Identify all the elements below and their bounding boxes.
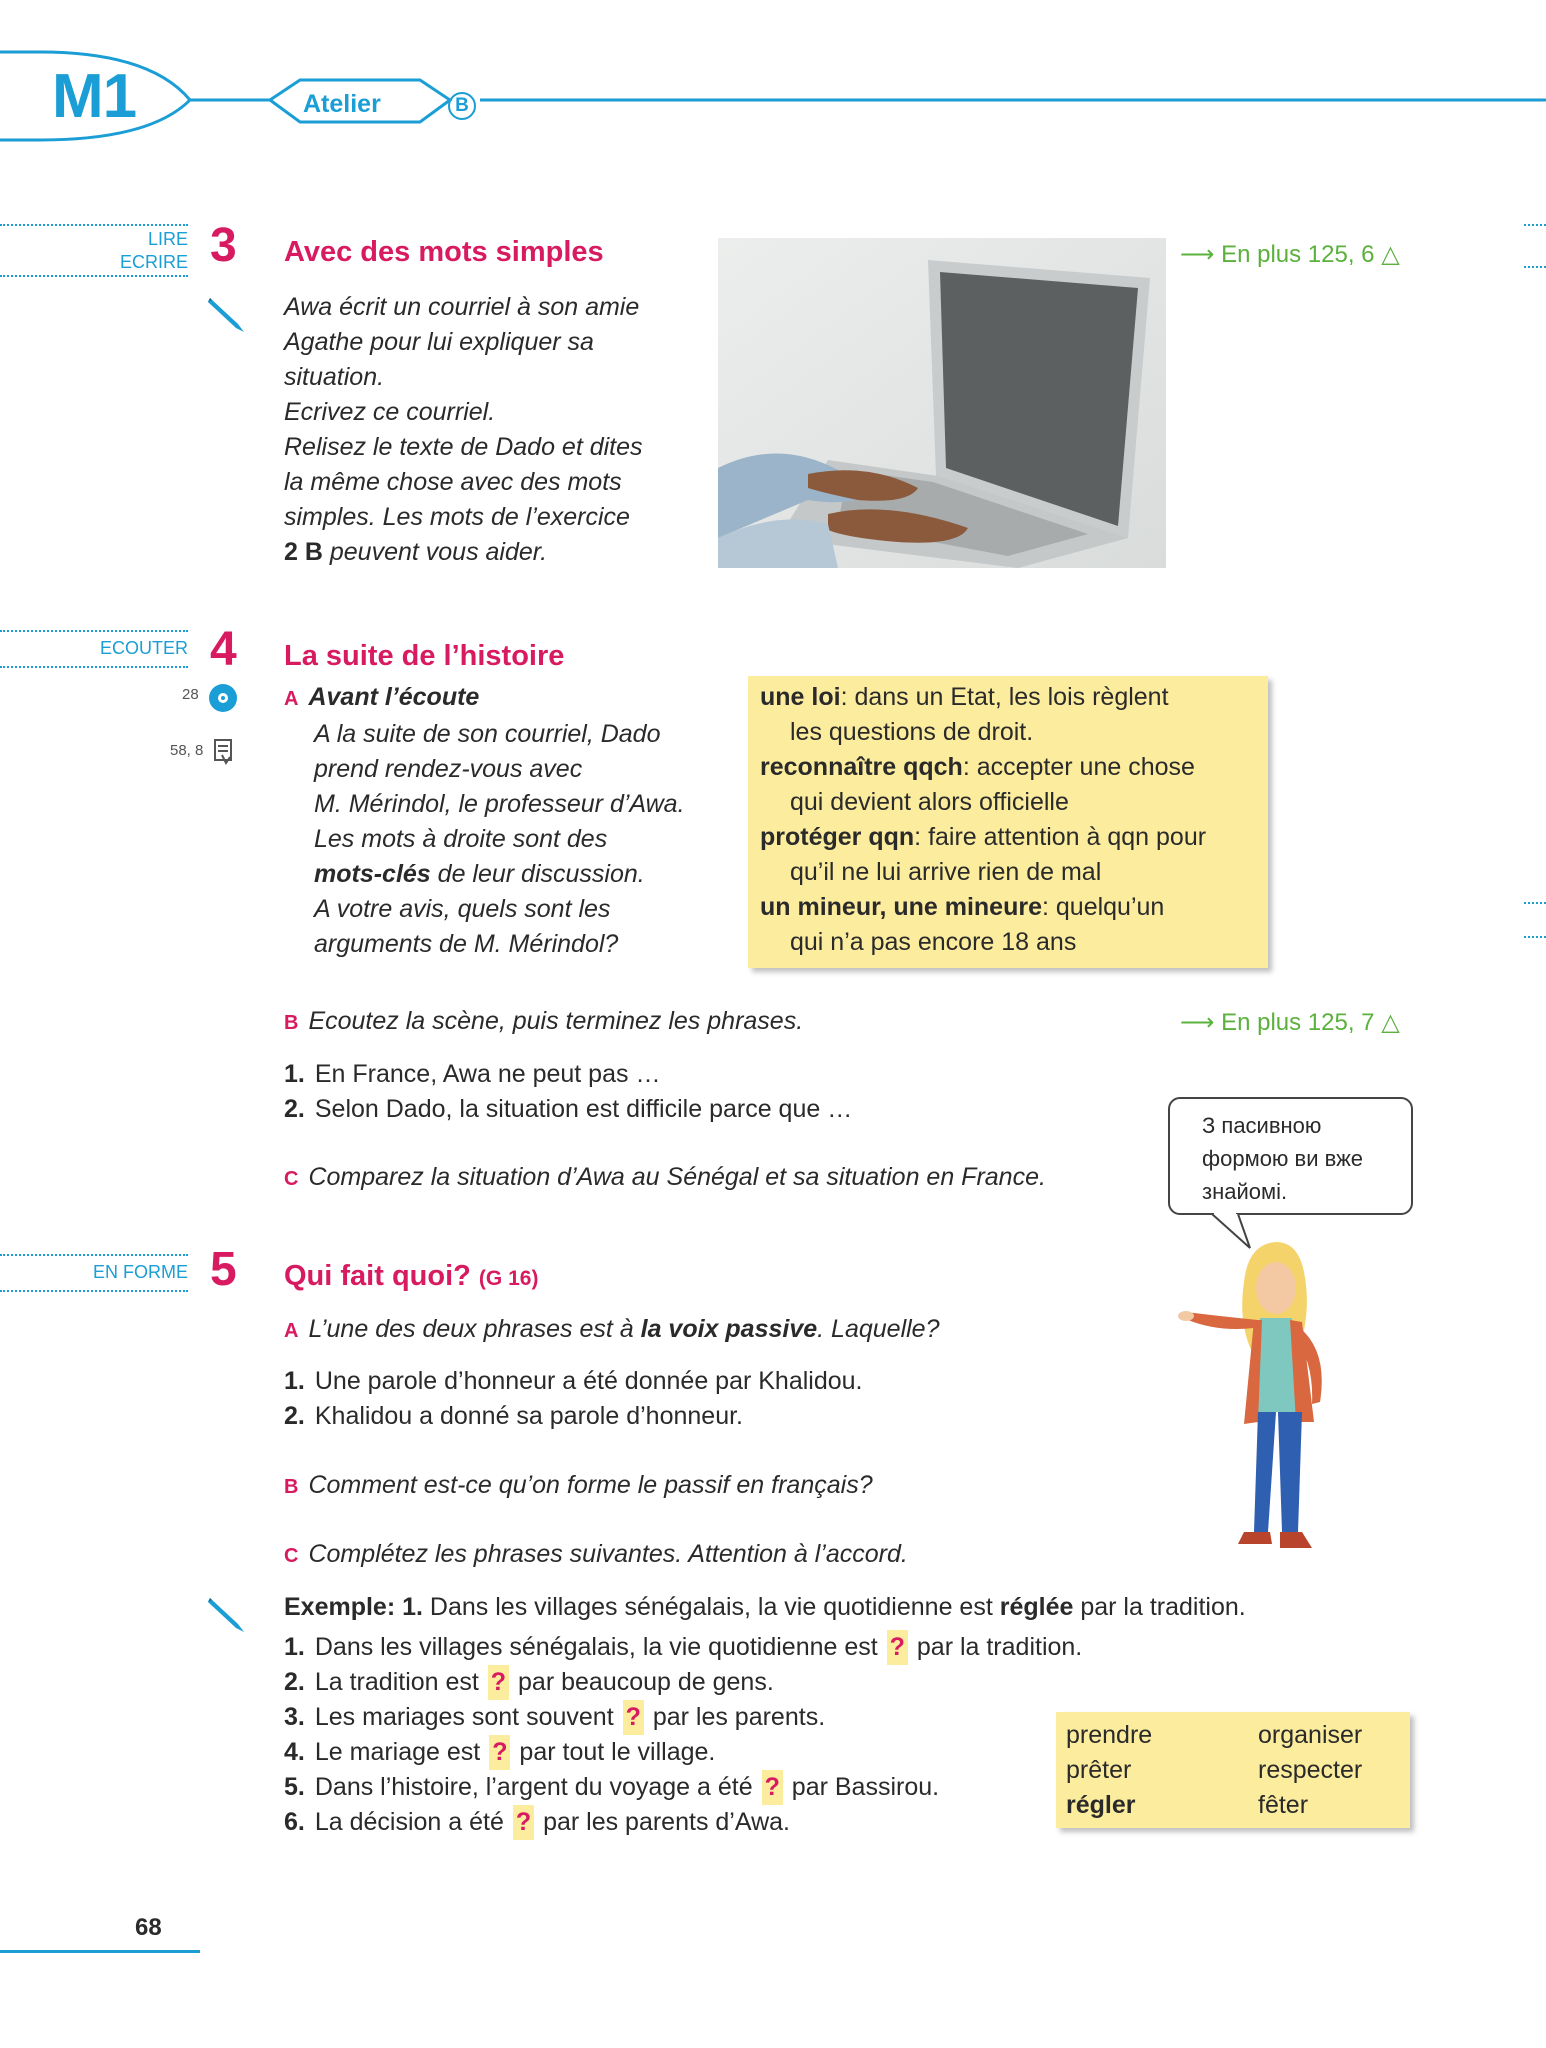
speech-bubble: З пасивною формою ви вже знайомі.	[1168, 1097, 1413, 1215]
exercise-4b-list	[284, 1057, 852, 1127]
list-item: 6. La décision a été ? par les parents d’Awa.	[284, 1805, 1082, 1840]
exercise-5c: C Complétez les phrases suivantes. Attention à l’accord.	[284, 1540, 908, 1568]
list-item: 2. La tradition est ? par beaucoup de gens.	[284, 1665, 1082, 1700]
pencil-icon	[206, 1592, 248, 1634]
exercise-5b: B Comment est-ce qu’on forme le passif en français?	[284, 1471, 873, 1499]
footer-rule	[0, 1950, 200, 1953]
gap-marker: ?	[762, 1770, 783, 1805]
skill-label: ECRIRE	[119, 252, 188, 272]
audio-cd-icon[interactable]	[208, 683, 238, 713]
list-item: 1. En France, Awa ne peut pas …	[284, 1060, 661, 1088]
exercise-number: 4	[210, 623, 237, 676]
skill-tag-en-forme: EN FORME	[0, 1254, 188, 1292]
arrow-right-icon: ⟶	[1180, 1009, 1222, 1036]
pencil-icon	[206, 292, 248, 334]
verb-option: respecter	[1258, 1756, 1363, 1784]
exercise-title: La suite de l’histoire	[284, 640, 565, 672]
vocabulary-box: une loi: dans un Etat, les lois règlent les questions de droit. reconnaître qqch: accepter une chose qui devient alors officielle protéger qqn: faire attention à qqn pour qu’il ne lui arrive rien de mal un mineur, une mineure: quelqu’un qui n’a pas encore 18 ans	[748, 676, 1268, 968]
exercise-4a: A Avant l’écoute A la suite de son courriel, Dado prend rendez-vous avec M. Mérindol, le professeur d’Awa. Les mots à droite sont des mots-clés de leur discussion. A votre avis, quels sont les arguments de M. Mérindol?	[284, 683, 685, 958]
exercise-title: Qui fait quoi? (G 16)	[284, 1260, 539, 1292]
list-item: 1. Une parole d’honneur a été donnée par Khalidou.	[284, 1367, 863, 1395]
exercise-4b: B Ecoutez la scène, puis terminez les phrases.	[284, 1007, 804, 1035]
en-plus-link[interactable]: ⟶ En plus 125, 7 △	[1180, 1009, 1400, 1036]
laptop-photo	[718, 238, 1166, 568]
skill-label: LIRE	[147, 229, 188, 249]
verb-box	[1056, 1712, 1410, 1828]
example-sentence: Exemple: 1. Dans les villages sénégalais, la vie quotidienne est réglée par la tradition.	[284, 1593, 1246, 1621]
workbook-reference: 58, 8	[170, 742, 204, 759]
workbook-icon	[212, 737, 236, 765]
exercise-instructions: Awa écrit un courriel à son amie Agathe pour lui expliquer sa situation. Ecrivez ce courriel. Relisez le texte de Dado et dites la même chose avec des mots simples. Les mots de l’exercice 2 B peuvent vous aider.	[284, 293, 643, 566]
exercise-5a: A L’une des deux phrases est à la voix passive. Laquelle?	[284, 1315, 940, 1343]
en-plus-link[interactable]: ⟶ En plus 125, 6 △	[1180, 241, 1400, 268]
list-item: 3. Les mariages sont souvent ? par les parents.	[284, 1700, 1082, 1735]
verb-option: organiser	[1258, 1721, 1363, 1749]
gap-marker: ?	[488, 1665, 509, 1700]
list-item: 2. Selon Dado, la situation est difficile parce que …	[284, 1095, 853, 1123]
exercise-5a-list	[284, 1364, 863, 1434]
verb-option: régler	[1066, 1791, 1136, 1819]
girl-illustration	[1178, 1232, 1378, 1562]
list-item: 2. Khalidou a donné sa parole d’honneur.	[284, 1402, 743, 1430]
audio-track-number: 28	[182, 686, 199, 703]
exercise-5c-list	[284, 1630, 1082, 1840]
gap-marker: ?	[513, 1805, 534, 1840]
verb-option: prêter	[1066, 1756, 1132, 1784]
section-label: Atelier	[303, 90, 381, 118]
margin-dots	[1524, 224, 1546, 268]
list-item: 5. Dans l’histoire, l’argent du voyage a été ? par Bassirou.	[284, 1770, 1082, 1805]
gap-marker: ?	[887, 1630, 908, 1665]
exercise-title: Avec des mots simples	[284, 236, 604, 268]
module-label: M1	[52, 62, 137, 131]
exercise-number: 5	[210, 1243, 237, 1296]
page-number: 68	[135, 1914, 162, 1941]
gap-marker: ?	[489, 1735, 510, 1770]
gap-marker: ?	[623, 1700, 644, 1735]
skill-tag-lire-ecrire	[0, 224, 188, 277]
header-decoration	[0, 50, 1546, 150]
arrow-right-icon: ⟶	[1180, 241, 1222, 268]
section-letter-badge: B	[448, 92, 476, 120]
verb-option: prendre	[1066, 1721, 1153, 1749]
list-item: 1. Dans les villages sénégalais, la vie quotidienne est ? par la tradition.	[284, 1630, 1082, 1665]
margin-dots	[1524, 902, 1546, 938]
exercise-number: 3	[210, 219, 237, 272]
skill-tag-ecouter: ECOUTER	[0, 630, 188, 668]
list-item: 4. Le mariage est ? par tout le village.	[284, 1735, 1082, 1770]
verb-option: fêter	[1258, 1791, 1309, 1819]
exercise-4c: C Comparez la situation d’Awa au Sénégal et sa situation en France.	[284, 1163, 1046, 1191]
